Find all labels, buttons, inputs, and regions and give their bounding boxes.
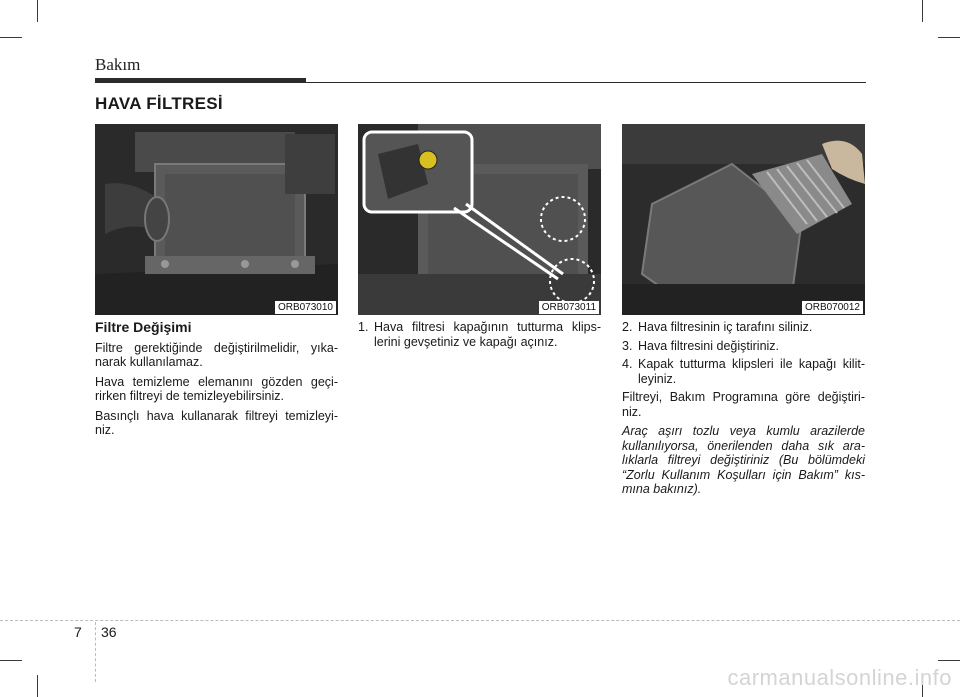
engine-bay-illustration [95, 124, 338, 315]
header-rule-thick [95, 78, 306, 83]
step-text: Kapak tutturma klipsleri ile kapağı kilit-leyiniz. [638, 357, 865, 386]
paragraph: Hava temizleme elemanını gözden geçi-rirken filtreyi de temizleyebilirsiniz. [95, 374, 338, 403]
chapter-number: 7 [74, 624, 82, 640]
step-item [622, 320, 865, 335]
paragraph: Basınçlı hava kullanarak filtreyi temizleyi-niz. [95, 408, 338, 437]
crop-mark [0, 660, 22, 661]
figure-code: ORB070012 [802, 301, 863, 314]
column-filter-change [95, 320, 338, 443]
step-number: 2. [622, 320, 633, 334]
watermark: carmanualsonline.info [727, 665, 952, 690]
crop-mark [938, 37, 960, 38]
step-item [622, 339, 865, 354]
step-number: 3. [622, 338, 633, 353]
header-rule-thin [306, 82, 866, 83]
step-text: Hava filtresi kapağının tutturma klips-lerini gevşetiniz ve kapağı açınız. [374, 320, 601, 349]
page-number: 36 [101, 624, 117, 640]
crop-mark [37, 0, 38, 22]
step-number: 4. [622, 357, 633, 371]
note-paragraph: Araç aşırı tozlu veya kumlu arazilerde kullanılıyorsa, önerilenden daha sık ara-lıklarla filtreyi değiştiriniz (Bu bölümdeki “Zorlu Kullanım Koşulları için Bakım” kıs-mına bakınız). [622, 424, 865, 496]
crop-mark [37, 675, 38, 697]
crop-mark [922, 0, 923, 22]
step-text: Hava filtresini değiştiriniz. [638, 338, 780, 353]
section-title: HAVA FİLTRESİ [95, 94, 223, 113]
clips-illustration [358, 124, 601, 315]
figure-engine-air-filter [95, 124, 338, 315]
step-item [622, 357, 865, 386]
step-item [358, 320, 601, 349]
figure-code: ORB073011 [539, 301, 599, 314]
figure-code: ORB073010 [275, 301, 336, 314]
step-number: 1. [358, 320, 369, 334]
subsection-heading: Filtre Değişimi [95, 319, 192, 335]
crop-mark [0, 37, 22, 38]
column-steps-1 [358, 320, 601, 353]
footer-divider [95, 622, 96, 682]
replacement-illustration [622, 124, 865, 315]
step-text: Hava filtresinin iç tarafını siliniz. [638, 320, 813, 334]
page-header-title: Bakım [95, 55, 141, 74]
paragraph: Filtre gerektiğinde değiştirilmelidir, yıka-narak kullanılamaz. [95, 340, 338, 369]
figure-filter-cover-clips [358, 124, 601, 315]
crop-mark [938, 660, 960, 661]
paragraph: Filtreyi, Bakım Programına göre değiştiri-niz. [622, 390, 865, 419]
figure-filter-replacement [622, 124, 865, 315]
footer-rule [0, 620, 960, 621]
column-steps-2 [622, 320, 865, 502]
